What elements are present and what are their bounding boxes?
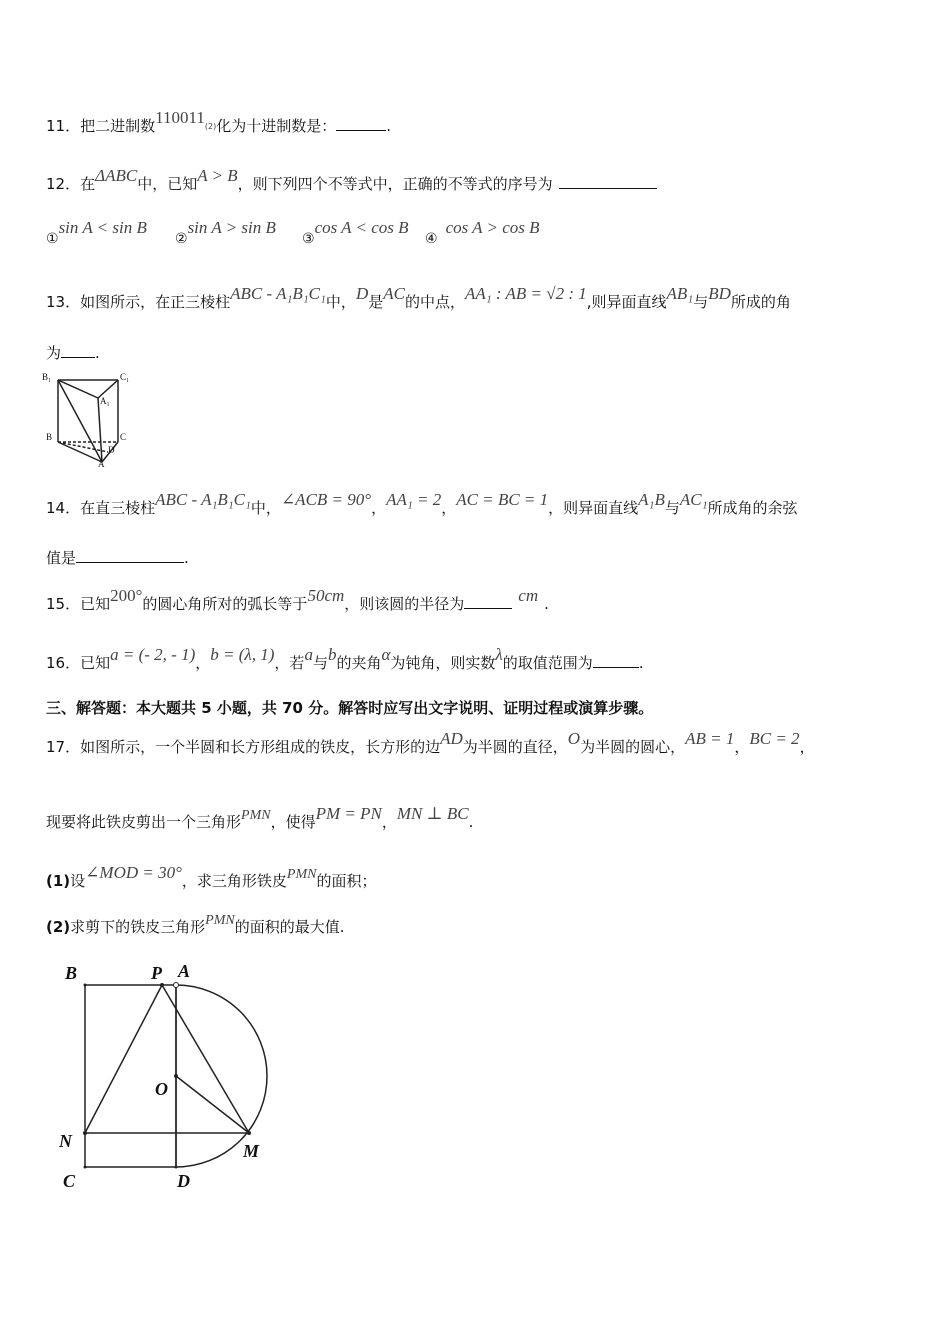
- q13-math-prism: ABC - A₁B₁C₁: [230, 284, 326, 303]
- answer-blank-14[interactable]: [76, 548, 184, 563]
- answer-blank-11[interactable]: [336, 116, 386, 131]
- label-m: M: [243, 1141, 260, 1161]
- part-1-text: 设: [70, 872, 86, 890]
- q13-number: 13．: [46, 293, 81, 311]
- q14-math-a1b: A₁B: [638, 490, 665, 509]
- question-13: [46, 284, 791, 312]
- option-expr: cos A < cos B: [314, 218, 409, 237]
- q13-end: .: [95, 344, 100, 362]
- question-11: [46, 108, 391, 139]
- q14-number: 14．: [46, 499, 81, 517]
- label-n: N: [59, 1131, 72, 1151]
- q17-number: 17．: [46, 738, 81, 756]
- q12-number: 12．: [46, 175, 81, 193]
- q14-text-3: ，: [371, 499, 387, 517]
- question-15: [46, 586, 549, 614]
- q14-text-7: 所成角的余弦: [707, 499, 798, 517]
- question-13-cont: [46, 343, 100, 363]
- q12-text-3: ，则下列四个不等式中，正确的不等式的序号为: [237, 175, 553, 193]
- q17-math-pmn: PMN: [241, 808, 271, 823]
- q13-text-6: 与: [693, 293, 709, 311]
- answer-blank-15[interactable]: [464, 594, 512, 609]
- q16-text-7: 的取值范围为: [502, 654, 593, 672]
- label-c1: C₁: [120, 372, 130, 382]
- question-17: [46, 729, 815, 757]
- q16-math-a: a = (- 2, - 1): [110, 645, 196, 664]
- q17-math-bc: BC = 2: [749, 729, 800, 748]
- q13-text-2: 中，: [325, 293, 356, 311]
- q17-math-ab: AB = 1: [685, 729, 735, 748]
- part-1-text-3: 的面积；: [316, 872, 377, 890]
- q17-text-7: ，使得: [270, 813, 316, 831]
- q17-math-o: O: [567, 729, 581, 748]
- q13-text-8: 为: [46, 344, 62, 362]
- q14-math-aa1: AA₁ = 2: [386, 490, 442, 509]
- q13-text-3: 是: [368, 293, 384, 311]
- label-b: B: [46, 432, 53, 442]
- label-c: C: [120, 432, 127, 442]
- q15-math-arc: 50cm: [307, 586, 345, 605]
- part-1-math-pmn: PMN: [286, 867, 317, 882]
- q16-math-alpha: α: [381, 645, 391, 664]
- question-14-cont: [46, 548, 189, 568]
- q16-math-lambda: λ: [495, 645, 503, 664]
- q14-text-5: ，则异面直线: [548, 499, 639, 517]
- q13-text: 如图所示，在正三棱柱: [80, 293, 231, 311]
- q14-text: 在直三棱柱: [80, 499, 156, 517]
- q14-text-6: 与: [664, 499, 680, 517]
- q16-math-vec-a: a: [304, 645, 313, 664]
- q16-text-2: ，: [195, 654, 211, 672]
- q14-text-2: 中，: [250, 499, 281, 517]
- q16-text-5: 的夹角: [336, 654, 382, 672]
- q12-text: 在: [80, 175, 96, 193]
- option-mark: ④: [425, 231, 438, 247]
- q12-text-2: 中，已知: [137, 175, 198, 193]
- label-a: A: [98, 459, 105, 468]
- q13-math-d: D: [355, 284, 369, 303]
- q16-text: 已知: [80, 654, 111, 672]
- q16-text-3: ，若: [274, 654, 305, 672]
- q14-text-8: 值是: [46, 549, 77, 567]
- part-1-text-2: ，求三角形铁皮: [181, 872, 287, 890]
- question-12: [46, 166, 657, 194]
- q11-math: 110011: [155, 108, 205, 127]
- label-a: A: [178, 961, 191, 981]
- q16-text-6: 为钝角，则实数: [390, 654, 496, 672]
- q14-end: .: [184, 549, 189, 567]
- label-d: D: [108, 445, 115, 455]
- label-b1: B₁: [42, 372, 52, 382]
- option-mark: ①: [46, 231, 59, 247]
- q14-math-prism: ABC - A₁B₁C₁: [155, 490, 251, 509]
- q16-end: .: [638, 654, 644, 672]
- part-2-text: 求剪下的铁皮三角形: [70, 918, 206, 936]
- q14-text-4: ，: [441, 499, 457, 517]
- label-c: C: [63, 1171, 76, 1191]
- question-17-part-2: [46, 913, 345, 939]
- q14-math-ac1: AC₁: [679, 490, 708, 509]
- answer-blank-12[interactable]: [559, 174, 657, 189]
- part-1-label: (1): [46, 872, 71, 890]
- answer-blank-16[interactable]: [593, 653, 639, 668]
- option-mark: ③: [302, 231, 315, 247]
- q16-math-b: b = (λ, 1): [210, 645, 275, 664]
- q11-number: 11．: [46, 117, 81, 135]
- q14-math-angle: ∠ACB = 90°: [280, 490, 372, 509]
- q14-math-acbc: AC = BC = 1: [456, 490, 549, 509]
- q15-math-angle: 200°: [110, 586, 143, 605]
- q17-text-2: 为半圆的直径，: [462, 738, 568, 756]
- q17-text-5: ，: [799, 738, 815, 756]
- q13-text-5: ,则异面直线: [586, 293, 667, 311]
- q12-math-triangle: ΔABC: [95, 166, 138, 185]
- label-b: B: [65, 963, 78, 983]
- question-14: [46, 490, 798, 518]
- q15-number: 15．: [46, 595, 81, 613]
- label-a1: A₁: [100, 396, 110, 406]
- q13-math-ab1: AB₁: [666, 284, 694, 303]
- q16-number: 16．: [46, 654, 81, 672]
- q17-text-6: 现要将此铁皮剪出一个三角形: [46, 813, 242, 831]
- option-expr: cos A > cos B: [445, 218, 540, 237]
- option-mark: ②: [175, 231, 188, 247]
- question-17-part-1: [46, 863, 377, 893]
- q15-end: .: [544, 595, 549, 613]
- q12-option-4: [425, 218, 540, 247]
- q13-text-7: 所成的角: [730, 293, 791, 311]
- q15-text-3: ，则该圆的半径为: [344, 595, 465, 613]
- q11-text-2: 化为十进制数是：: [216, 117, 337, 135]
- q12-option-3: [302, 218, 409, 247]
- part-2-label: (2): [46, 918, 71, 936]
- option-expr: sin A < sin B: [58, 218, 147, 237]
- part-2-text-2: 的面积的最大值.: [234, 918, 345, 936]
- q12-math-condition: A > B: [197, 166, 238, 185]
- part-1-math-angle: ∠MOD = 30°: [85, 863, 182, 882]
- section-3-heading: 三、解答题：本大题共 5 小题，共 70 分。解答时应写出文字说明、证明过程或演算步骤。: [46, 699, 654, 717]
- option-expr: sin A > sin B: [187, 218, 276, 237]
- label-d: D: [177, 1171, 190, 1191]
- q17-figure: [55, 955, 280, 1195]
- q17-text-4: ，: [734, 738, 750, 756]
- q17-text-3: 为半圆的圆心，: [580, 738, 686, 756]
- q17-text-8: ，: [381, 813, 397, 831]
- q12-option-2: [175, 218, 276, 247]
- q15-text: 已知: [80, 595, 111, 613]
- question-17-cont: [46, 804, 474, 834]
- q15-math-unit: cm: [518, 586, 539, 605]
- q15-text-2: 的圆心角所对的弧长等于: [142, 595, 308, 613]
- part-2-math-pmn: PMN: [205, 913, 235, 928]
- q11-subscript: (2): [204, 122, 217, 131]
- q13-math-bd: BD: [708, 284, 731, 303]
- q13-math-ac: AC: [383, 284, 405, 303]
- q13-text-4: 的中点，: [404, 293, 465, 311]
- answer-blank-13[interactable]: [61, 343, 95, 358]
- q17-math-mn-bc: MN ⊥ BC: [396, 804, 469, 823]
- q12-option-1: [46, 218, 147, 247]
- q11-end: .: [386, 117, 391, 135]
- q16-math-vec-b: b: [327, 645, 337, 664]
- q13-prism-figure: [40, 368, 140, 468]
- q11-text: 把二进制数: [80, 117, 156, 135]
- q16-text-4: 与: [312, 654, 328, 672]
- label-p: P: [151, 963, 162, 983]
- q13-math-ratio: AA₁ : AB = √2 : 1: [464, 284, 587, 303]
- q17-math-ad: AD: [440, 729, 463, 748]
- label-o: O: [155, 1079, 168, 1099]
- q17-math-pm-pn: PM = PN: [315, 804, 382, 823]
- q17-end: .: [468, 813, 474, 831]
- question-16: [46, 645, 644, 673]
- q17-text: 如图所示，一个半圆和长方形组成的铁皮，长方形的边: [80, 738, 441, 756]
